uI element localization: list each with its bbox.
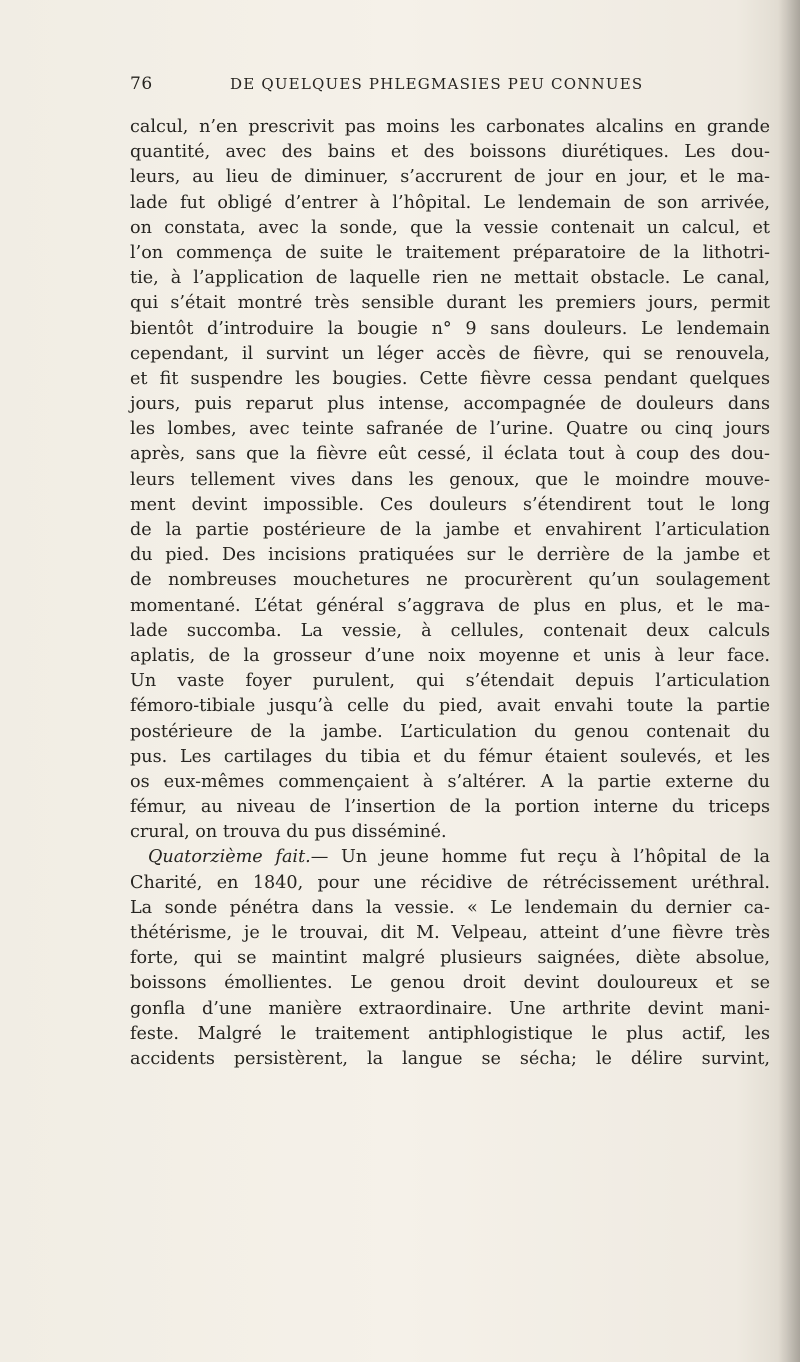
case-heading-line (130, 845, 770, 870)
text-line: et fit suspendre les bougies. Cette fièvre cessa pendant quelques (130, 368, 770, 389)
text-line: du pied. Des incisions pratiquées sur le derrière de la jambe et (130, 545, 770, 566)
text-line: bientôt d’introduire la bougie n° 9 sans douleurs. Le lendemain (130, 318, 770, 339)
text-line: accidents persistèrent, la langue se sécha; le délire survint, (130, 1048, 770, 1069)
page-number: 76 (130, 74, 153, 94)
text-line: fémoro-tibiale jusqu’à celle du pied, avait envahi toute la partie (130, 696, 770, 717)
text-line: lade succomba. La vessie, à cellules, contenait deux calculs (130, 620, 770, 641)
text-line: fémur, au niveau de l’insertion de la portion interne du triceps (130, 797, 770, 818)
text-line: aplatis, de la grosseur d’une noix moyenne et unis à leur face. (130, 645, 770, 666)
text-line: lade fut obligé d’entrer à l’hôpital. Le lendemain de son arrivée, (130, 192, 770, 213)
text-line: La sonde pénétra dans la vessie. « Le lendemain du dernier ca- (130, 897, 770, 918)
text-line: Charité, en 1840, pour une récidive de rétrécissement uréthral. (130, 872, 770, 893)
text-line: de nombreuses mouchetures ne procurèrent qu’un soulagement (130, 570, 770, 591)
text-line: Un vaste foyer purulent, qui s’étendait depuis l’articulation (130, 671, 770, 692)
text-line: forte, qui se maintint malgré plusieurs saignées, diète absolue, (130, 948, 770, 969)
text-line: os eux-mêmes commençaient à s’altérer. A la partie externe du (130, 771, 770, 792)
text-line: thétérisme, je le trouvai, dit M. Velpeau, atteint d’une fièvre très (130, 923, 770, 943)
text-line: ment devint impossible. Ces douleurs s’étendirent tout le long (130, 494, 770, 515)
body-text (130, 115, 770, 1072)
text-line: tie, à l’application de laquelle rien ne mettait obstacle. Le canal, (130, 268, 770, 289)
text-line: qui s’était montré très sensible durant les premiers jours, permit (130, 293, 770, 314)
text-line: après, sans que la fièvre eût cessé, il éclata tout à coup des dou- (130, 444, 770, 465)
text-line: crural, on trouva du pus disséminé. (130, 822, 447, 843)
text-line: quantité, avec des bains et des boissons diurétiques. Les dou- (130, 142, 770, 163)
text-line: de la partie postérieure de la jambe et envahirent l’articulation (130, 520, 770, 540)
case-heading: Quatorzième fait. (148, 847, 311, 868)
text-line: gonfla d’une manière extraordinaire. Une arthrite devint mani- (130, 998, 770, 1019)
text-line: jours, puis reparut plus intense, accompagnée de douleurs dans (130, 394, 770, 415)
running-title: DE QUELQUES PHLEGMASIES PEU CONNUES (230, 75, 644, 93)
text-line: l’on commença de suite le traitement préparatoire de la lithotri- (130, 242, 770, 263)
text-line: cependant, il survint un léger accès de fièvre, qui se renouvela, (130, 343, 770, 364)
page-binding-shadow (778, 0, 800, 1362)
running-head (130, 74, 770, 98)
text-line: postérieure de la jambe. L’articulation du genou contenait du (130, 721, 770, 742)
text-line: leurs tellement vives dans les genoux, que le moindre mouve- (130, 469, 770, 490)
text-line: leurs, au lieu de diminuer, s’accrurent de jour en jour, et le ma- (130, 167, 770, 188)
text-line: on constata, avec la sonde, que la vessie contenait un calcul, et (130, 217, 770, 238)
case-heading-rest: — Un jeune homme fut reçu à l’hôpital de la (310, 847, 770, 868)
text-line: boissons émollientes. Le genou droit devint douloureux et se (130, 973, 770, 994)
text-line: calcul, n’en prescrivit pas moins les carbonates alcalins en grande (130, 117, 770, 137)
text-line: pus. Les cartilages du tibia et du fémur étaient soulevés, et les (130, 746, 770, 767)
text-line: momentané. L’état général s’aggrava de plus en plus, et le ma- (130, 595, 770, 616)
text-line: les lombes, avec teinte safranée de l’urine. Quatre ou cinq jours (130, 419, 770, 440)
text-line: feste. Malgré le traitement antiphlogistique le plus actif, les (130, 1023, 770, 1044)
